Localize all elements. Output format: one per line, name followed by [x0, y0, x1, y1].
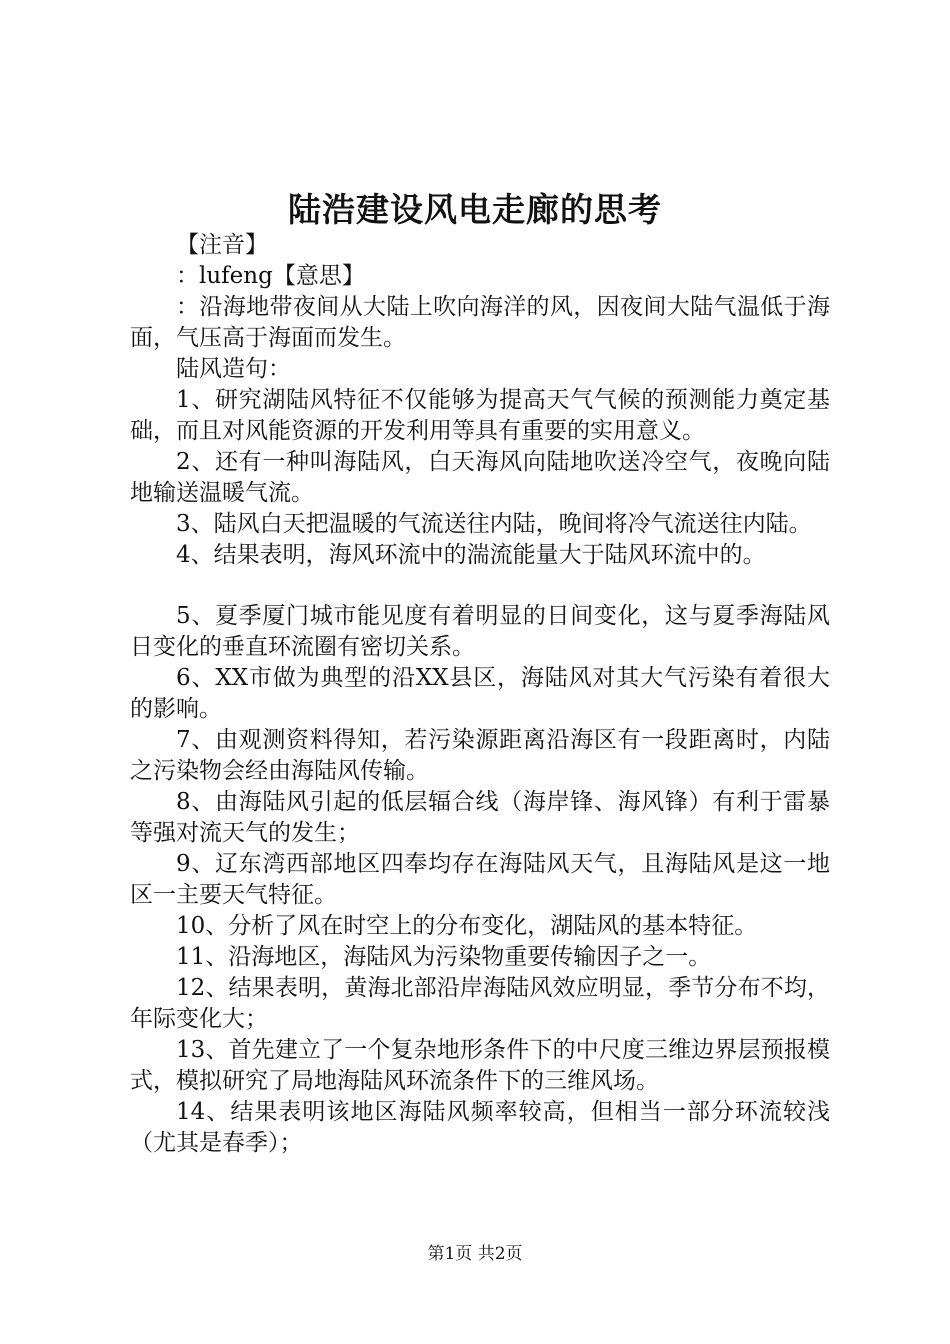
paragraph-example-8: 8、由海陆风引起的低层辐合线（海岸锋、海风锋）有利于雷暴等强对流天气的发生；: [130, 789, 830, 846]
paragraph-example-5: 5、夏季厦门城市能见度有着明显的日间变化，这与夏季海陆风日变化的垂直环流圈有密切关系。: [130, 603, 830, 660]
paragraph-example-1: 1、研究湖陆风特征不仅能够为提高天气气候的预测能力奠定基础，而且对风能资源的开发利用等具有重要的实用意义。: [130, 387, 830, 444]
paragraph-example-2: 2、还有一种叫海陆风，白天海风向陆地吹送冷空气，夜晚向陆地输送温暖气流。: [130, 449, 830, 506]
paragraph-pinyin: ：lufeng【意思】: [176, 263, 365, 289]
paragraph-example-9: 9、辽东湾西部地区四奉均存在海陆风天气，且海陆风是这一地区一主要天气特征。: [130, 851, 830, 908]
paragraph-examples-heading: 陆风造句：: [176, 356, 291, 382]
paragraph-example-12: 12、结果表明，黄海北部沿岸海陆风效应明显，季节分布不均，年际变化大；: [130, 975, 830, 1032]
page-number-footer: 第1页 共2页: [427, 1244, 523, 1264]
paragraph-example-7: 7、由观测资料得知，若污染源距离沿海区有一段距离时，内陆之污染物会经由海陆风传输。: [130, 727, 830, 784]
paragraph-example-10: 10、分析了风在时空上的分布变化，湖陆风的基本特征。: [176, 913, 758, 939]
paragraph-pinyin-label: 【注音】: [176, 232, 268, 258]
paragraph-meaning: ：沿海地带夜间从大陆上吹向海洋的风，因夜间大陆气温低于海面，气压高于海面而发生。: [130, 294, 830, 351]
paragraph-example-3: 3、陆风白天把温暖的气流送往内陆，晚间将冷气流送往内陆。: [176, 511, 812, 537]
paragraph-example-4: 4、结果表明，海风环流中的湍流能量大于陆风环流中的。: [176, 542, 766, 568]
document-body: [130, 230, 830, 1159]
paragraph-example-14: 14、结果表明该地区海陆风频率较高，但相当一部分环流较浅（尤其是春季）；: [130, 1099, 830, 1156]
paragraph-spacer: [130, 571, 830, 601]
paragraph-example-6: 6、XX市做为典型的沿XX县区，海陆风对其大气污染有着很大的影响。: [130, 665, 830, 722]
paragraph-example-11: 11、沿海地区，海陆风为污染物重要传输因子之一。: [176, 944, 712, 970]
document-title: 陆浩建设风电走廊的思考: [288, 190, 662, 229]
paragraph-example-13: 13、首先建立了一个复杂地形条件下的中尺度三维边界层预报模式，模拟研究了局地海陆风环流条件下的三维风场。: [130, 1037, 830, 1094]
